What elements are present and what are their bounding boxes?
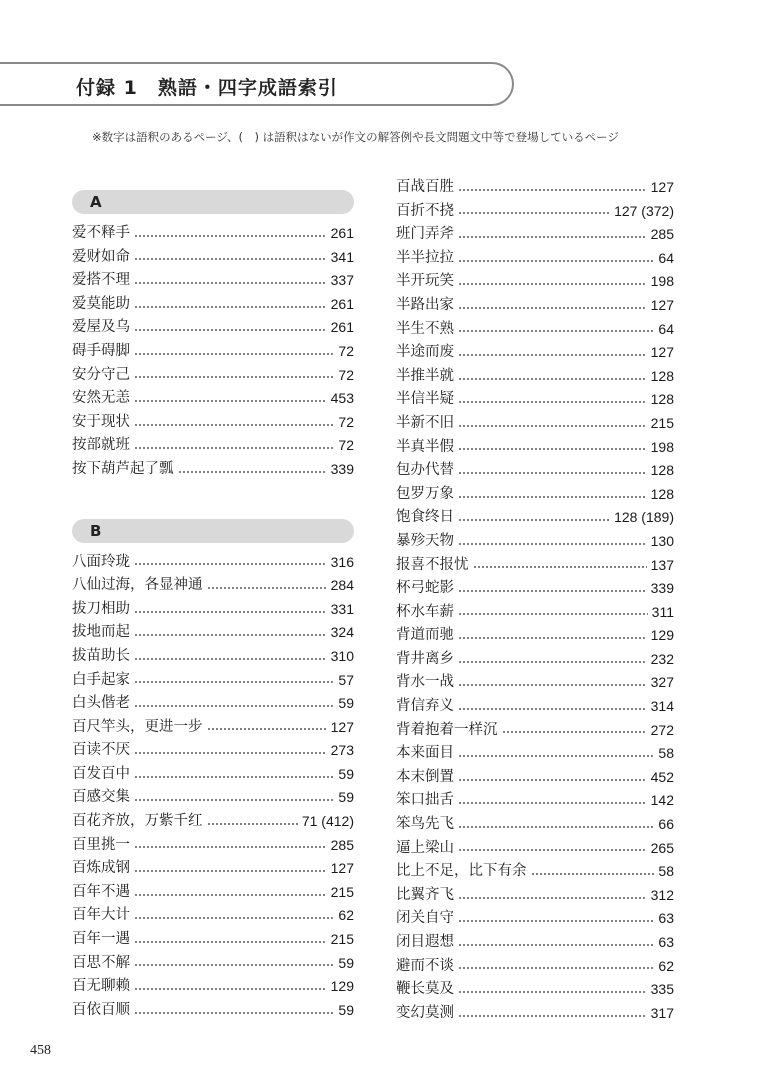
index-entry (396, 577, 674, 601)
index-entry (72, 621, 354, 645)
entry-page: 72 (338, 342, 354, 359)
entry-term: 包罗万象 (396, 485, 454, 502)
entry-page: 129 (650, 627, 674, 644)
index-entry (72, 786, 354, 810)
entry-term: 半信半疑 (396, 391, 454, 408)
entry-page: 127 (330, 860, 354, 877)
index-entry (72, 293, 354, 317)
entry-page: 62 (658, 957, 674, 974)
index-entry (72, 551, 354, 575)
index-entry (396, 719, 674, 743)
entry-term: 百感交集 (72, 789, 130, 806)
entry-term: 背道而驰 (396, 627, 454, 644)
index-entry (396, 365, 674, 389)
entry-term: 爱财如命 (72, 248, 130, 265)
entry-page: 58 (658, 863, 674, 880)
index-entry (396, 978, 674, 1002)
entry-term: 杯水车薪 (396, 603, 454, 620)
leader-dots (134, 329, 327, 331)
entry-term: 背水一战 (396, 674, 454, 691)
entry-term: 百花齐放，万紫千红 (72, 813, 203, 830)
index-entry (72, 434, 354, 458)
index-entry (396, 813, 674, 837)
entry-term: 变幻莫测 (396, 1004, 454, 1021)
entry-term: 本末倒置 (396, 768, 454, 785)
entry-term: 暴殄天物 (396, 532, 454, 549)
leader-dots (134, 282, 327, 284)
entry-term: 百发百中 (72, 765, 130, 782)
entry-page: 59 (338, 765, 354, 782)
entry-term: 本来面目 (396, 745, 454, 762)
entry-term: 百尺竿头，更进一步 (72, 718, 203, 735)
leader-dots (134, 705, 334, 707)
entry-term: 拔地而起 (72, 624, 130, 641)
entry-page: 311 (651, 603, 674, 620)
entry-page: 341 (330, 248, 354, 265)
index-entry (72, 316, 354, 340)
entry-term: 半路出家 (396, 296, 454, 313)
leader-dots (458, 212, 610, 214)
leader-dots (458, 755, 654, 757)
index-entry (396, 884, 674, 908)
entry-term: 百思不解 (72, 954, 130, 971)
leader-dots (458, 661, 647, 663)
entry-page: 128 (650, 485, 674, 502)
entry-term: 比翼齐飞 (396, 886, 454, 903)
leader-dots (458, 283, 647, 285)
entry-page: 261 (330, 295, 354, 312)
entry-term: 笨口拙舌 (396, 792, 454, 809)
entry-page: 335 (650, 981, 674, 998)
entry-page: 272 (650, 721, 674, 738)
leader-dots (134, 376, 334, 378)
entry-page: 129 (330, 978, 354, 995)
leader-dots (134, 752, 327, 754)
index-entry (72, 387, 354, 411)
entry-term: 饱食终日 (396, 509, 454, 526)
leader-dots (134, 917, 334, 919)
entry-term: 班门弄斧 (396, 226, 454, 243)
index-entry (72, 904, 354, 928)
entry-page: 261 (330, 225, 354, 241)
leader-dots (502, 731, 647, 733)
index-entry (396, 294, 674, 318)
entry-term: 包办代替 (396, 462, 454, 479)
index-entry (396, 624, 674, 648)
entry-term: 爱莫能助 (72, 295, 130, 312)
leader-dots (458, 472, 647, 474)
entry-term: 安于现状 (72, 413, 130, 430)
index-entry (396, 695, 674, 719)
entry-page: 59 (338, 695, 354, 712)
entry-page: 127 (650, 344, 674, 361)
entry-term: 爱不释手 (72, 225, 130, 241)
entry-page: 327 (650, 674, 674, 691)
entry-page: 128 (189) (614, 509, 674, 526)
section-header-b: B (72, 519, 354, 543)
entry-page: 71 (412) (301, 813, 354, 830)
entry-page: 324 (330, 624, 354, 641)
entry-term: 碍手碍脚 (72, 342, 130, 359)
index-entry (72, 574, 354, 598)
entry-term: 爱屋及乌 (72, 319, 130, 336)
section-header-a: A (72, 190, 354, 214)
entry-page: 72 (338, 366, 354, 383)
entry-term: 比上不足，比下有余 (396, 863, 527, 880)
entry-page: 72 (338, 437, 354, 454)
entry-page: 127 (330, 718, 354, 735)
leader-dots (458, 496, 647, 498)
leader-dots (458, 448, 647, 450)
leader-dots (134, 353, 334, 355)
entry-page: 215 (330, 931, 354, 948)
entry-page: 127 (650, 179, 674, 195)
leader-dots (134, 681, 334, 683)
index-entry (396, 223, 674, 247)
page-title: 付録 1 熟語・四字成語索引 (76, 77, 338, 99)
leader-dots (458, 189, 647, 191)
entry-page: 64 (658, 249, 674, 266)
entry-page: 198 (650, 273, 674, 290)
entry-page: 285 (650, 226, 674, 243)
index-entry (396, 766, 674, 790)
section-gap (72, 482, 354, 519)
entry-page: 57 (338, 671, 354, 688)
entry-term: 逼上梁山 (396, 839, 454, 856)
entry-term: 白手起家 (72, 671, 130, 688)
index-entry (72, 834, 354, 858)
entry-page: 127 (650, 296, 674, 313)
entry-term: 百折不挠 (396, 202, 454, 219)
section-a-list (72, 222, 354, 482)
entry-term: 背信弃义 (396, 698, 454, 715)
entry-page: 265 (650, 839, 674, 856)
leader-dots (458, 1015, 647, 1017)
leader-dots (458, 708, 647, 710)
leader-dots (134, 870, 327, 872)
entry-page: 314 (650, 698, 674, 715)
entry-page: 339 (330, 460, 354, 477)
index-entry (72, 669, 354, 693)
entry-page: 284 (330, 577, 354, 594)
entry-term: 半半拉拉 (396, 249, 454, 266)
leader-dots (458, 849, 647, 851)
section-b-list (72, 551, 354, 1023)
leader-dots (458, 543, 647, 545)
entry-page: 285 (330, 836, 354, 853)
leader-dots (207, 728, 327, 730)
entry-page: 273 (330, 742, 354, 759)
entry-term: 避而不谈 (396, 957, 454, 974)
entry-page: 58 (658, 745, 674, 762)
leader-dots (134, 424, 334, 426)
leader-dots (458, 613, 648, 615)
entry-term: 报喜不报忧 (396, 556, 469, 573)
entry-term: 笨鸟先飞 (396, 816, 454, 833)
leader-dots (473, 566, 647, 568)
entry-term: 背着抱着一样沉 (396, 721, 498, 738)
index-entry (396, 931, 674, 955)
index-entry (72, 222, 354, 246)
entry-page: 63 (658, 910, 674, 927)
leader-dots (134, 776, 334, 778)
entry-term: 半途而废 (396, 344, 454, 361)
leader-dots (458, 260, 654, 262)
index-entry (396, 506, 674, 530)
leader-dots (134, 235, 327, 237)
entry-term: 半推半就 (396, 367, 454, 384)
index-entry (396, 789, 674, 813)
index-entry (72, 411, 354, 435)
index-entry (396, 648, 674, 672)
entry-term: 百年一遇 (72, 931, 130, 948)
entry-term: 百无聊赖 (72, 978, 130, 995)
entry-term: 按部就班 (72, 437, 130, 454)
leader-dots (134, 258, 327, 260)
index-entry (396, 955, 674, 979)
leader-dots (134, 447, 334, 449)
index-entry (396, 247, 674, 271)
entry-page: 128 (650, 391, 674, 408)
index-entry (72, 952, 354, 976)
page-number: 458 (30, 1043, 51, 1058)
entry-term: 百战百胜 (396, 179, 454, 195)
entry-page: 261 (330, 319, 354, 336)
leader-dots (178, 471, 327, 473)
entry-page: 215 (650, 414, 674, 431)
entry-term: 百依百顺 (72, 1001, 130, 1018)
leader-dots (531, 873, 655, 875)
entry-page: 59 (338, 789, 354, 806)
index-entry (396, 412, 674, 436)
entry-page: 310 (330, 647, 354, 664)
entry-page: 312 (650, 886, 674, 903)
entry-page: 72 (338, 413, 354, 430)
entry-page: 142 (650, 792, 674, 809)
entry-term: 百炼成钢 (72, 860, 130, 877)
index-note: ※数字は語釈のあるページ、( ) は語釈はないが作文の解答例や長文問題文中等で登場しているページ (92, 130, 619, 144)
index-entry (396, 341, 674, 365)
entry-page: 59 (338, 1001, 354, 1018)
leader-dots (134, 964, 334, 966)
index-entry (396, 907, 674, 931)
entry-term: 拔苗助长 (72, 647, 130, 664)
index-entry (396, 1002, 674, 1026)
entry-page: 127 (372) (614, 202, 674, 219)
entry-term: 按下葫芦起了瓢 (72, 460, 174, 477)
leader-dots (458, 944, 654, 946)
entry-term: 半真半假 (396, 438, 454, 455)
index-entry (396, 436, 674, 460)
index-entry (72, 739, 354, 763)
index-entry (72, 458, 354, 482)
leader-dots (134, 846, 327, 848)
entry-term: 白头偕老 (72, 695, 130, 712)
leader-dots (458, 378, 647, 380)
entry-term: 拔刀相助 (72, 600, 130, 617)
entry-page: 198 (650, 438, 674, 455)
leader-dots (458, 684, 647, 686)
entry-term: 杯弓蛇影 (396, 580, 454, 597)
entry-page: 339 (650, 580, 674, 597)
entry-term: 八面玲珑 (72, 553, 130, 570)
index-entry (72, 246, 354, 270)
leader-dots (458, 425, 647, 427)
leader-dots (134, 988, 327, 990)
index-entry (396, 459, 674, 483)
index-entry (72, 857, 354, 881)
entry-page: 337 (330, 272, 354, 289)
leader-dots (134, 941, 327, 943)
entry-page: 137 (650, 556, 674, 573)
entry-term: 百年不遇 (72, 883, 130, 900)
index-entry (72, 269, 354, 293)
leader-dots (458, 802, 647, 804)
entry-page: 66 (658, 816, 674, 833)
entry-term: 闭目遐想 (396, 934, 454, 950)
entry-page: 128 (650, 367, 674, 384)
leader-dots (134, 306, 327, 308)
leader-dots (134, 894, 327, 896)
leader-dots (134, 658, 327, 660)
index-entry (396, 671, 674, 695)
index-entry (72, 881, 354, 905)
leader-dots (134, 1012, 334, 1014)
leader-dots (458, 519, 610, 521)
entry-term: 半新不旧 (396, 414, 454, 431)
entry-term: 背井离乡 (396, 650, 454, 667)
index-entry (72, 340, 354, 364)
leader-dots (134, 611, 327, 613)
index-entry (396, 270, 674, 294)
entry-page: 62 (338, 907, 354, 924)
entry-page: 316 (330, 553, 354, 570)
entry-page: 331 (330, 600, 354, 617)
entry-term: 八仙过海，各显神通 (72, 577, 203, 594)
entry-term: 闭关自守 (396, 910, 454, 927)
leader-dots (458, 991, 647, 993)
index-entry (396, 860, 674, 884)
index-entry (72, 928, 354, 952)
index-entry (72, 975, 354, 999)
entry-term: 百读不厌 (72, 742, 130, 759)
entry-page: 130 (650, 532, 674, 549)
leader-dots (458, 637, 647, 639)
leader-dots (207, 587, 327, 589)
entry-page: 317 (650, 1004, 674, 1021)
leader-dots (134, 400, 327, 402)
index-entry (72, 999, 354, 1023)
entry-term: 半生不熟 (396, 320, 454, 337)
entry-term: 安然无恙 (72, 390, 130, 407)
index-entry (72, 810, 354, 834)
index-entry (396, 554, 674, 578)
index-entry (72, 692, 354, 716)
leader-dots (458, 236, 647, 238)
leader-dots (458, 779, 647, 781)
leader-dots (458, 590, 647, 592)
leader-dots (458, 967, 654, 969)
right-column (396, 176, 674, 1025)
entry-page: 128 (650, 462, 674, 479)
entry-page: 215 (330, 883, 354, 900)
entry-page: 59 (338, 954, 354, 971)
index-entry (72, 716, 354, 740)
entry-page: 453 (330, 390, 354, 407)
entry-term: 鞭长莫及 (396, 981, 454, 998)
index-entry (396, 742, 674, 766)
entry-term: 安分守己 (72, 366, 130, 383)
leader-dots (458, 897, 647, 899)
entry-term: 百年大计 (72, 907, 130, 924)
index-entry (72, 598, 354, 622)
leader-dots (458, 826, 654, 828)
index-entry (396, 837, 674, 861)
index-entry (396, 530, 674, 554)
index-entry (396, 483, 674, 507)
entry-term: 半开玩笑 (396, 273, 454, 290)
index-entry (396, 200, 674, 224)
leader-dots (458, 307, 647, 309)
entry-page: 232 (650, 650, 674, 667)
leader-dots (458, 401, 647, 403)
entry-page: 452 (650, 768, 674, 785)
index-entry (396, 318, 674, 342)
index-entry (72, 645, 354, 669)
leader-dots (458, 920, 654, 922)
entry-term: 爱搭不理 (72, 272, 130, 289)
leader-dots (134, 634, 327, 636)
leader-dots (458, 354, 647, 356)
leader-dots (207, 823, 298, 825)
entry-term: 百里挑一 (72, 836, 130, 853)
leader-dots (134, 563, 327, 565)
index-entry (72, 763, 354, 787)
leader-dots (134, 799, 334, 801)
entry-page: 64 (658, 320, 674, 337)
leader-dots (458, 330, 654, 332)
index-entry (72, 364, 354, 388)
index-entry (396, 176, 674, 200)
index-entry (396, 388, 674, 412)
left-column (72, 190, 354, 1022)
entry-page: 63 (658, 934, 674, 950)
section-b-continued-list (396, 176, 674, 1025)
index-entry (396, 601, 674, 625)
